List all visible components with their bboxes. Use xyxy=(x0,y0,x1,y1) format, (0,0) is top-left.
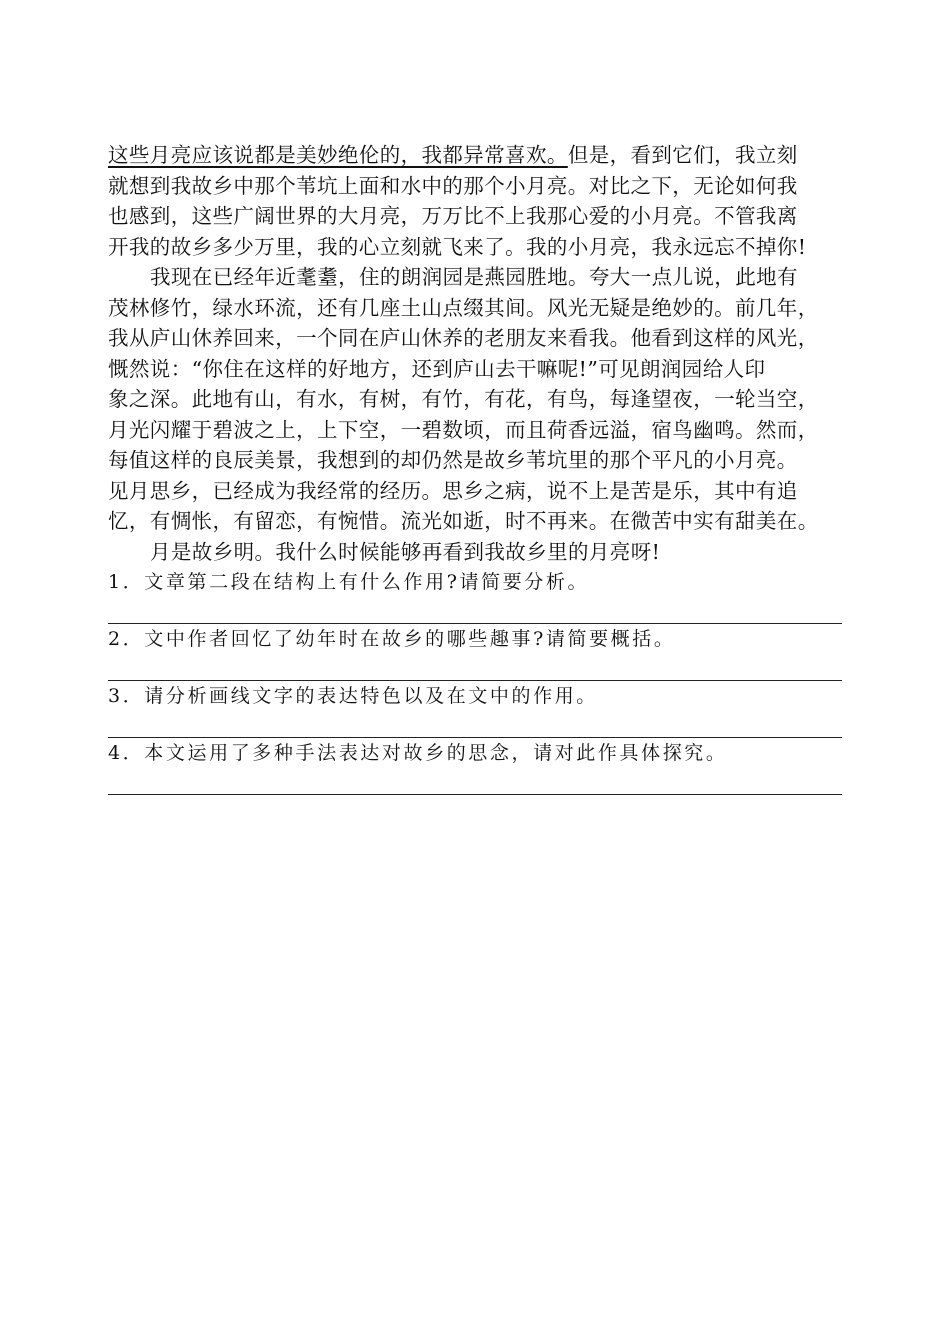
answer-line-2[interactable] xyxy=(108,654,842,681)
passage-line: 每值这样的良辰美景，我想到的却仍然是故乡苇坑里的那个平凡的小月亮。 xyxy=(108,448,798,472)
answer-line-1[interactable] xyxy=(108,597,842,624)
question-4: 4．本文运用了多种手法表达对故乡的思念，请对此作具体探究。 xyxy=(108,742,728,764)
passage-line: 月是故乡明。我什么时候能够再看到我故乡里的月亮呀! xyxy=(150,539,661,564)
passage-line: 我从庐山休养回来，一个同在庐山休养的老朋友来看我。他看到这样的风光， xyxy=(108,326,819,350)
answer-line-3[interactable] xyxy=(108,711,842,738)
answer-line-4[interactable] xyxy=(108,768,842,795)
passage-line: 忆，有惆怅，有留恋，有惋惜。流光如逝，时不再来。在微苦中实有甜美在。 xyxy=(108,509,819,533)
passage-line: 就想到我故乡中那个苇坑上面和水中的那个小月亮。对比之下，无论如何我 xyxy=(108,173,798,198)
question-2: 2．文中作者回忆了幼年时在故乡的哪些趣事?请简要概括。 xyxy=(108,628,676,650)
question-1: 1．文章第二段在结构上有什么作用?请简要分析。 xyxy=(108,571,590,593)
worksheet-page xyxy=(108,140,842,795)
passage-line: 我现在已经年近耄耋，住的朗润园是燕园胜地。夸大一点儿说，此地有 xyxy=(150,265,798,289)
passage-line: 见月思乡，已经成为我经常的经历。思乡之病，说不上是苦是乐，其中有追 xyxy=(108,478,798,503)
passage-line xyxy=(108,140,842,171)
passage-text: 但是，看到它们，我立刻 xyxy=(567,143,798,167)
question-3: 3．请分析画线文字的表达特色以及在文中的作用。 xyxy=(108,685,598,707)
passage-line: 茂林修竹，绿水环流，还有几座土山点缀其间。风光无疑是绝妙的。前几年， xyxy=(108,295,819,320)
passage-line: 开我的故乡多少万里，我的心立刻就飞来了。我的小月亮，我永远忘不掉你! xyxy=(108,234,807,259)
passage-line: 也感到，这些广阔世界的大月亮，万万比不上我那心爱的小月亮。不管我离 xyxy=(108,204,798,228)
underlined-sentence: 这些月亮应该说都是美妙绝伦的，我都异常喜欢。 xyxy=(108,143,568,167)
passage-line: 象之深。此地有山，有水，有树，有竹，有花，有鸟，每逢望夜，一轮当空， xyxy=(108,387,819,411)
passage-line: 慨然说：“你住在这样的好地方，还到庐山去干嘛呢!”可见朗润园给人印 xyxy=(108,356,766,381)
passage-line: 月光闪耀于碧波之上，上下空，一碧数顷，而且荷香远溢，宿鸟幽鸣。然而， xyxy=(108,417,819,442)
